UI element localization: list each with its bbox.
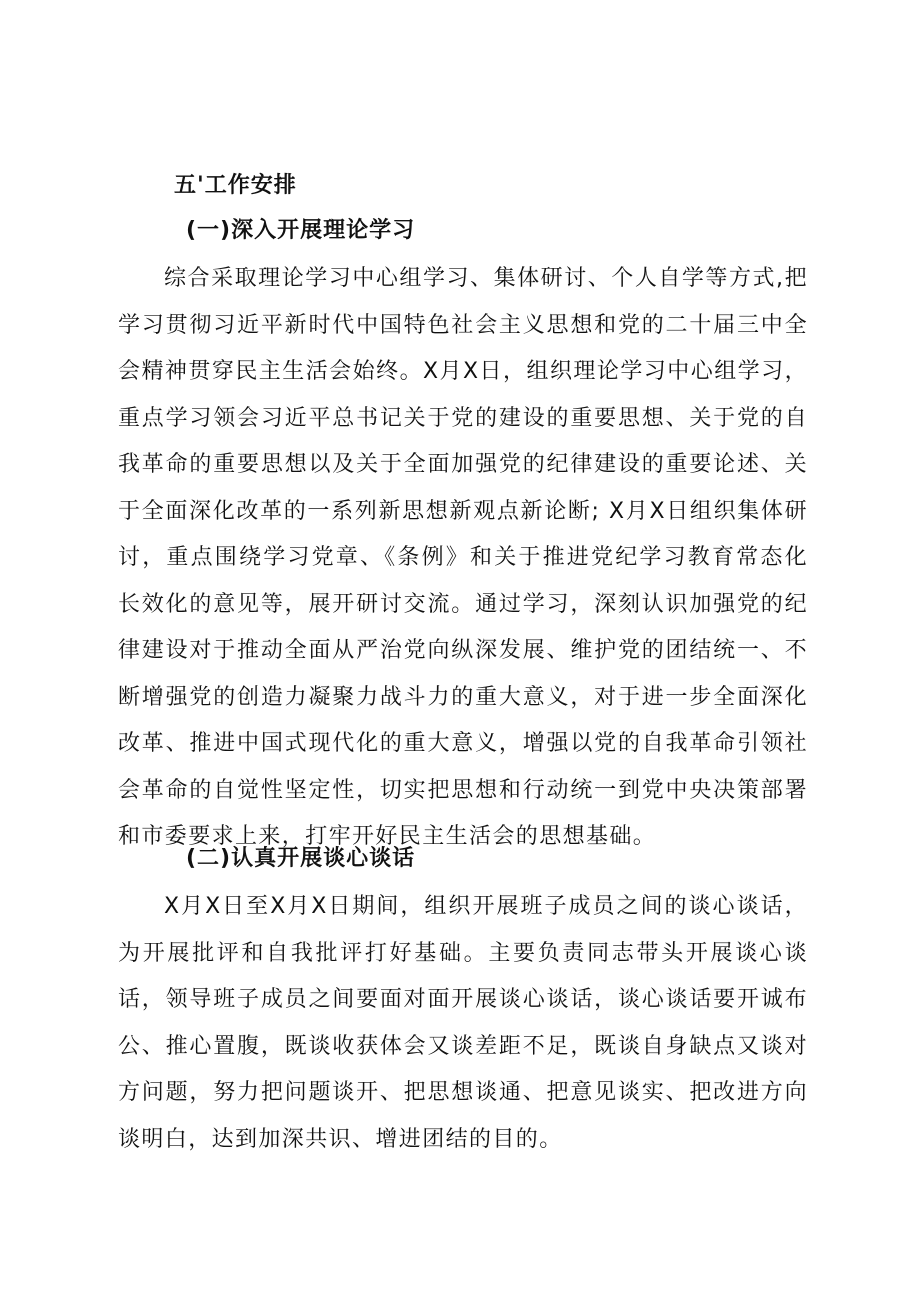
subsection-heading-2: (二)认真开展谈心谈话 [186,846,416,871]
section-heading: 五'工作安排 [174,173,297,198]
subsection-body-1: 综合采取理论学习中心组学习、集体研讨、个人自学等方式,把学习贯彻习近平新时代中国特色社会主义思想和党的二十届三中全会精神贯穿民主生活会始终。X月X日，组织理论学习中心组学习，重点学习领会习近平总书记关于党的建设的重要思想、关于党的自我革命的重要思想以及关于全面加强党的纪律建设的重要论述、关于全面深化改革的一系列新思想新观点新论断; X月X日组织集体研讨，重点围绕学习党章、《条例》和关于推进党纪学习教育常态化长效化的意见等，展开研讨交流。通过学习，深刻认识加强党的纪律建设对于推动全面从严治党向纵深发展、维护党的团结统一、不断增强党的创造力凝聚力战斗力的重大意义，对于进一步全面深化改革、推进中国式现代化的重大意义，增强以党的自我革命引领社会革命的自觉性坚定性，切实把思想和行动统一到党中央决策部署和市委要求上来，打牢开好民主生活会的思想基础。 [118,266,808,849]
subsection-body-2: X月X日至X月X日期间，组织开展班子成员之间的谈心谈话，为开展批评和自我批评打好基础。主要负责同志带头开展谈心谈话，领导班子成员之间要面对面开展谈心谈话，谈心谈话要开诚布公、推心置腹，既谈收获体会又谈差距不足，既谈自身缺点又谈对方问题，努力把问题谈开、把思想谈通、把意见谈实、把改进方向谈明白，达到加深共识、增进团结的目的。 [118,894,808,1152]
subsection-heading-1: (一)深入开展理论学习 [186,218,416,243]
